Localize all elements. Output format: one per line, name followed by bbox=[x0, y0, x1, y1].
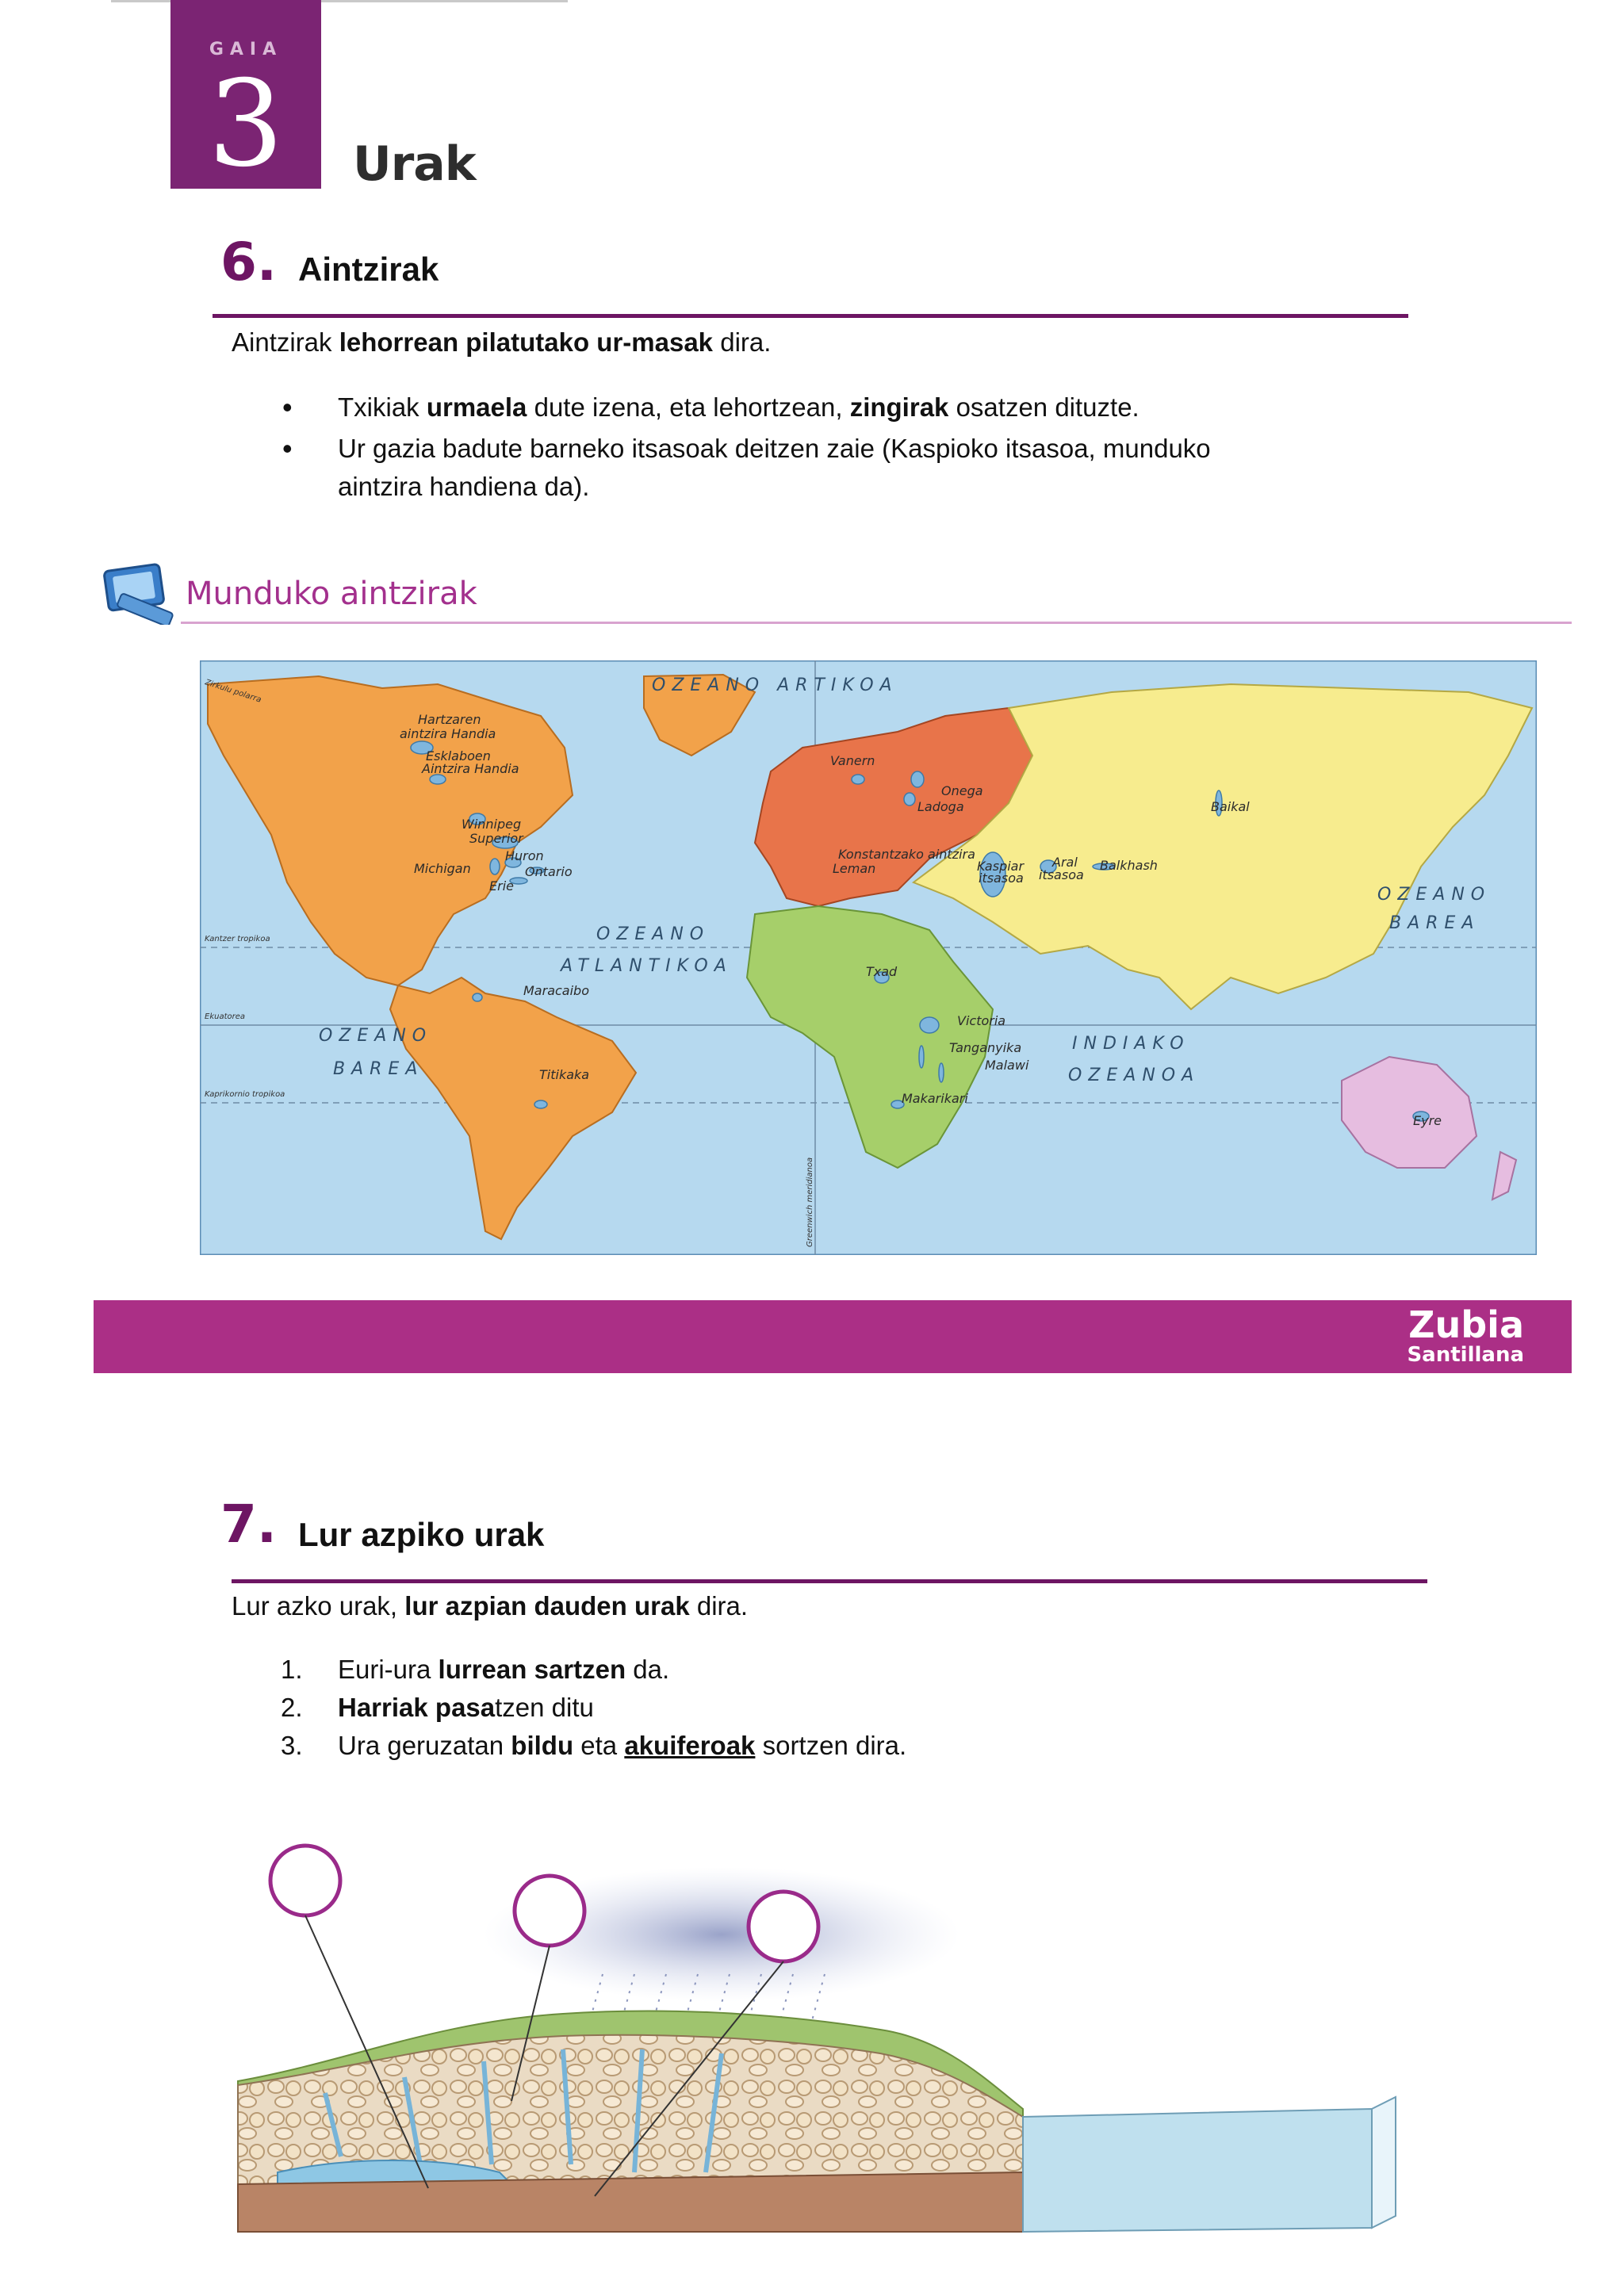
label-equator: Ekuatorea bbox=[205, 1012, 246, 1021]
world-lakes-map bbox=[200, 660, 1537, 1255]
list-item bbox=[235, 388, 1392, 427]
intro-text: Aintzirak bbox=[232, 327, 339, 357]
label-eyre: Eyre bbox=[1413, 1113, 1442, 1128]
label-pacific-west-1: OZEANO bbox=[319, 1026, 433, 1046]
label-tropic-cancer: Kantzer tropikoa bbox=[205, 935, 270, 943]
label-aral-2: itsasoa bbox=[1039, 867, 1084, 882]
section-7-title: Lur azpiko urak bbox=[298, 1516, 545, 1553]
bullet-text: osatzen dituzte. bbox=[948, 392, 1139, 422]
step-bold-underlined: akuiferoak bbox=[624, 1731, 756, 1760]
groundwater-diagram bbox=[230, 1823, 1404, 2236]
callout-circle-1 bbox=[270, 1846, 340, 1915]
section-6-bullets bbox=[235, 388, 1392, 509]
step-text: Euri-ura bbox=[338, 1655, 439, 1684]
label-victoria: Victoria bbox=[957, 1013, 1006, 1028]
label-hartzaren-2: aintzira Handia bbox=[400, 726, 496, 741]
publisher-name: Zubia bbox=[1408, 1303, 1524, 1346]
list-item bbox=[235, 1689, 1392, 1727]
callout-circle-2 bbox=[515, 1876, 584, 1946]
label-indian-ocean-2: OZEANOA bbox=[1068, 1066, 1201, 1085]
label-winnipeg: Winnipeg bbox=[462, 817, 522, 832]
chapter-title: Urak bbox=[353, 136, 476, 192]
label-aral-1: Aral bbox=[1052, 855, 1078, 870]
label-maracaibo: Maracaibo bbox=[523, 983, 589, 998]
label-ontario: Ontario bbox=[525, 864, 573, 879]
label-pacific-west-2: BAREA bbox=[333, 1059, 424, 1079]
intro-text-end: dira. bbox=[689, 1591, 749, 1621]
label-kaspiar-2: itsasoa bbox=[979, 871, 1024, 886]
bullet-text: Txikiak bbox=[338, 392, 427, 422]
chapter-badge bbox=[170, 0, 321, 193]
label-leman: Leman bbox=[833, 861, 876, 876]
section-6-number: 6. bbox=[220, 232, 277, 293]
label-arctic-circle: Zirkulu polarra bbox=[204, 678, 262, 705]
section-7-rule bbox=[232, 1579, 1427, 1583]
label-baikal: Baikal bbox=[1211, 799, 1250, 814]
label-huron: Huron bbox=[505, 848, 544, 863]
map-title: Munduko aintzirak bbox=[186, 576, 477, 612]
step-bold: bildu bbox=[511, 1731, 574, 1760]
label-superior: Superior bbox=[469, 831, 523, 846]
publisher-sub: Santillana bbox=[1407, 1343, 1524, 1367]
bullet-text: Ur gazia badute barneko itsasoak deitzen zaie (Kaspioko itsasoa, munduko aintzira handiena da). bbox=[338, 434, 1211, 501]
label-vanern: Vanern bbox=[830, 753, 875, 768]
step-number: 3. bbox=[281, 1731, 303, 1760]
step-number: 2. bbox=[281, 1693, 303, 1722]
label-onega: Onega bbox=[941, 783, 983, 798]
step-text: sortzen dira. bbox=[755, 1731, 907, 1760]
list-item bbox=[235, 430, 1218, 506]
publisher-bar bbox=[94, 1300, 1572, 1373]
callout-circle-3 bbox=[749, 1892, 818, 1961]
step-bold: lurrean sartzen bbox=[438, 1655, 626, 1684]
label-pacific-east-2: BAREA bbox=[1389, 913, 1480, 933]
label-konstantza: Konstantzako aintzira bbox=[838, 847, 975, 862]
label-ladoga: Ladoga bbox=[917, 799, 964, 814]
step-text: tzen ditu bbox=[495, 1693, 594, 1722]
label-txad: Txad bbox=[866, 964, 898, 979]
label-arctic-ocean: OZEANO ARTIKOA bbox=[652, 675, 898, 695]
list-item bbox=[235, 1651, 1392, 1689]
bullet-bold: zingirak bbox=[849, 392, 949, 422]
chapter-badge-label: GAIA bbox=[209, 40, 283, 59]
intro-bold: lehorrean pilatutako ur-masak bbox=[339, 327, 714, 357]
label-tanganyika: Tanganyika bbox=[949, 1040, 1022, 1055]
section-6-intro bbox=[232, 323, 771, 362]
step-text: da. bbox=[626, 1655, 670, 1684]
label-erie: Erie bbox=[489, 878, 514, 894]
section-6-title: Aintzirak bbox=[298, 251, 439, 288]
computer-icon bbox=[94, 561, 181, 625]
section-7-intro bbox=[232, 1587, 748, 1625]
bullet-text: dute izena, eta lehortzean, bbox=[527, 392, 850, 422]
label-esklaboen-2: Aintzira Handia bbox=[422, 761, 519, 776]
label-hartzaren-1: Hartzaren bbox=[418, 712, 481, 727]
label-malawi: Malawi bbox=[985, 1058, 1029, 1073]
label-titikaka: Titikaka bbox=[539, 1067, 590, 1082]
step-bold: Harriak pasa bbox=[338, 1693, 496, 1722]
map-header-rule bbox=[181, 622, 1572, 624]
label-greenwich: Greenwich meridianoa bbox=[806, 1157, 814, 1247]
section-7-number: 7. bbox=[220, 1494, 277, 1555]
intro-bold: lur azpian dauden urak bbox=[404, 1591, 690, 1621]
section-7-steps bbox=[235, 1651, 1392, 1765]
label-atlantic-ocean-2: ATLANTIKOA bbox=[561, 956, 733, 976]
label-makarikari: Makarikari bbox=[902, 1091, 968, 1106]
step-text: Ura geruzatan bbox=[338, 1731, 511, 1760]
intro-text-end: dira. bbox=[713, 327, 772, 357]
chapter-badge-number: 3 bbox=[208, 55, 284, 193]
bullet-bold: urmaela bbox=[426, 392, 527, 422]
section-6-rule bbox=[213, 314, 1408, 318]
map-header bbox=[94, 561, 1572, 625]
label-tropic-capricorn: Kaprikornio tropikoa bbox=[205, 1090, 285, 1099]
label-michigan: Michigan bbox=[414, 861, 471, 876]
label-kaspiar-1: Kaspiar bbox=[977, 859, 1025, 874]
sea-side bbox=[1372, 2097, 1396, 2228]
label-pacific-east-1: OZEANO bbox=[1377, 885, 1492, 905]
label-balkhash: Balkhash bbox=[1100, 858, 1158, 873]
sea bbox=[1023, 2109, 1372, 2232]
intro-text: Lur azko urak, bbox=[232, 1591, 405, 1621]
label-indian-ocean-1: INDIAKO bbox=[1072, 1034, 1190, 1054]
label-esklaboen-1: Esklaboen bbox=[426, 748, 491, 763]
list-item bbox=[235, 1727, 1392, 1765]
label-atlantic-ocean-1: OZEANO bbox=[596, 924, 710, 944]
step-number: 1. bbox=[281, 1655, 303, 1684]
step-text: eta bbox=[573, 1731, 625, 1760]
